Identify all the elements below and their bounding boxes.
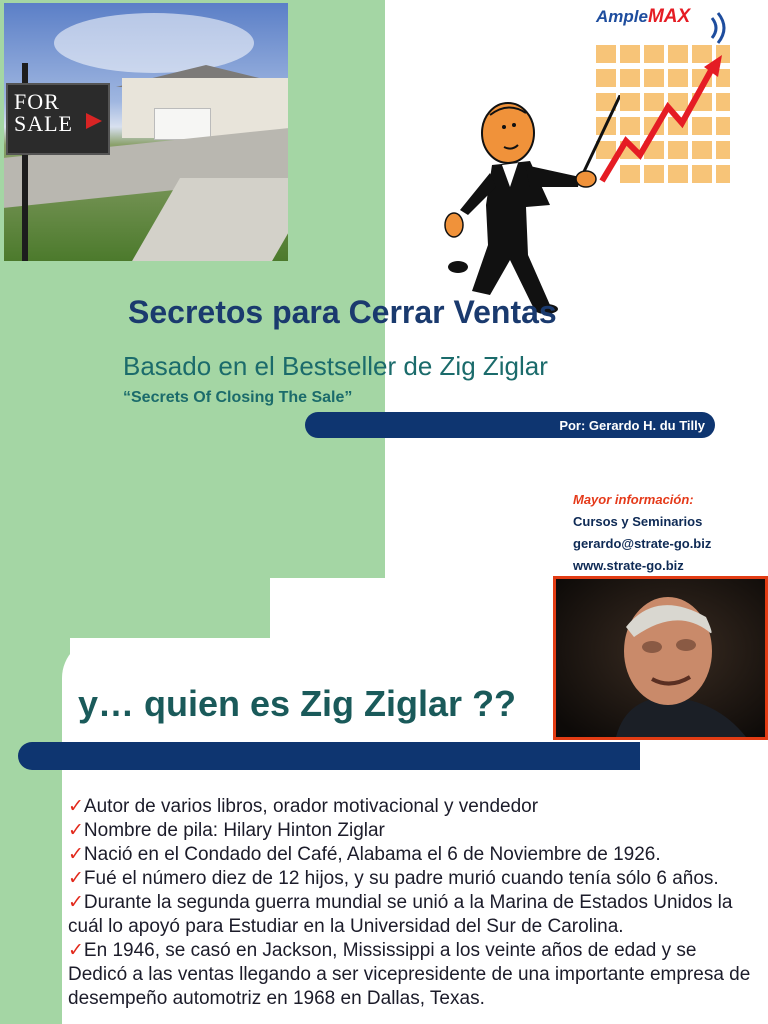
sign-line-1: FOR [14,89,60,114]
cloud-shape [54,13,254,73]
contact-heading: Mayor información: [573,492,694,507]
list-item [68,939,758,1011]
list-item-text: En 1946, se casó en Jackson, Mississippi a los veinte años de edad y se Dedicó a las ventas llegando a ser vicepresidente de una importante empresa de desempeño automotriz en 1968 en Dallas, Texas. [68,940,751,1009]
list-item [68,843,758,867]
book-title: “Secrets Of Closing The Sale” [123,389,353,406]
sign-line-2: SALE [14,111,73,136]
list-item [68,819,758,843]
sign-arrow-icon [86,113,102,129]
contact-courses: Cursos y Seminarios [573,514,703,529]
for-sale-photo [4,3,288,261]
checkmark-icon: ✓ [68,940,84,961]
checkmark-icon: ✓ [68,820,84,841]
checkmark-icon: ✓ [68,892,84,913]
garage-door [154,108,211,140]
amplemax-logo [596,6,736,46]
list-item [68,891,758,939]
list-item-text: Nombre de pila: Hilary Hinton Ziglar [83,820,385,841]
contact-email[interactable]: gerardo@strate-go.biz [573,536,712,551]
author-credit: Por: Gerardo H. du Tilly [559,418,705,433]
list-item-text: Durante la segunda guerra mundial se unió a la Marina de Estados Unidos la cuál lo apoyó para Estudiar en la Universidad del Sur de Carolina. [68,892,733,937]
list-item-text: Fué el número diez de 12 hijos, y su padre murió cuando tenía sólo 6 años. [83,868,719,889]
checkmark-icon: ✓ [68,796,84,817]
biography-list [68,795,758,1011]
checkmark-icon: ✓ [68,844,84,865]
for-sale-sign [6,83,110,155]
list-item [68,867,758,891]
portrait-image [556,579,765,737]
section-heading: y… quien es Zig Ziglar ?? [78,683,517,724]
list-item-text: Nació en el Condado del Café, Alabama el 6 de Noviembre de 1926. [83,844,661,865]
contact-website[interactable]: www.strate-go.biz [573,558,684,573]
logo-text-ample: Ample [596,7,648,26]
signal-waves-icon [708,8,732,48]
contact-info [573,489,711,577]
white-panel-notch [270,578,560,638]
list-item-text: Autor de varios libros, orador motivacional y vendedor [83,796,539,817]
page-title: Secretos para Cerrar Ventas [128,294,557,330]
section-heading-bar [18,742,640,770]
zig-ziglar-portrait [553,576,768,740]
businessman-pointing-illustration [430,95,620,315]
list-item [68,795,758,819]
author-bar [305,412,715,438]
page-subtitle: Basado en el Bestseller de Zig Ziglar [123,351,548,381]
checkmark-icon: ✓ [68,868,84,889]
logo-text-max: MAX [647,6,691,27]
green-background-strip [0,638,70,1024]
